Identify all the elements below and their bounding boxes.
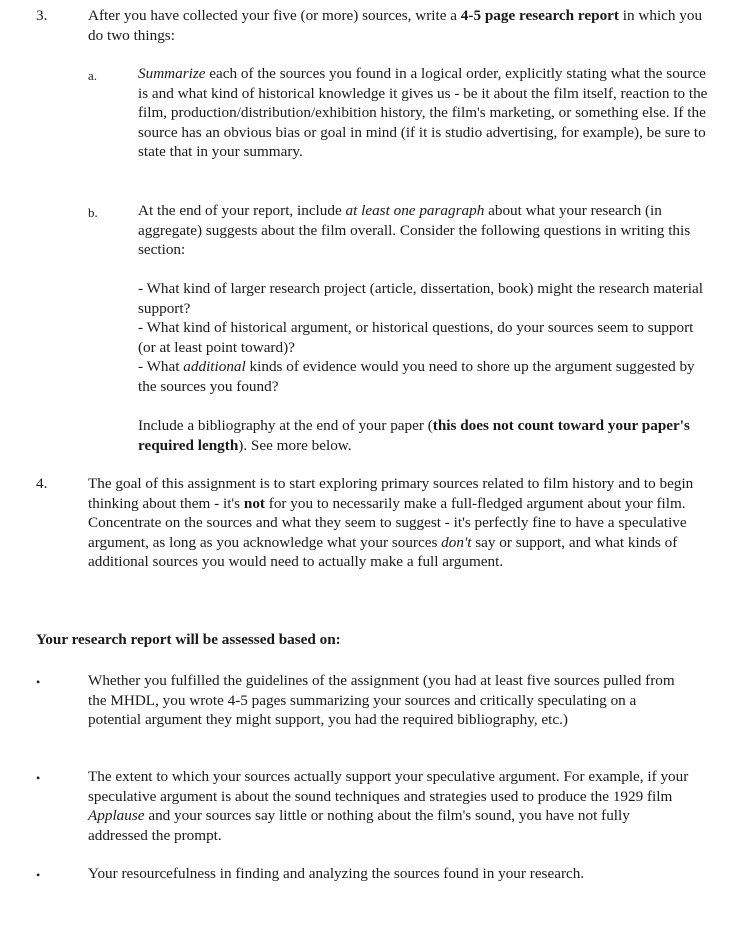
sub-a-text: Summarize each of the sources you found in a logical order, explicitly stating what the source is and what kind of historical knowledge it gives us - be it about the film itself, reaction to the film, production/distribution/exhibition history, the film's marketing, or something else. If the source has an obvious bias or goal in mind (if it is studio advertising, for example), be sure to state that in your summary.: [138, 65, 708, 160]
question-1: - What kind of larger research project (article, dissertation, book) might the research material support?: [138, 280, 703, 317]
bullet-1-text: Whether you fulfilled the guidelines of the assignment (you had at least five sources pulled from the MHDL, you wrote 4-5 pages summarizing your sources and critically speculating on a potential argument they might support, you had the required bibliography, etc.): [88, 672, 675, 728]
item-4-text: The goal of this assignment is to start exploring primary sources related to film history and to begin thinking about them - it's not for you to necessarily make a full-fledged argument about your film. Concentrate on the sources and what they seem to suggest - it's perfectly fine to have a speculative argument, as long as you acknowledge what your sources don't say or support, and what kinds of additional sources you would need to actually make a full argument.: [88, 475, 694, 570]
bullet-3-text: Your resourcefulness in finding and analyzing the sources found in your research.: [88, 865, 585, 882]
item-3-lead: After you have collected your five (or more) sources, write a 4-5 page research report in which you do two things:: [88, 7, 703, 44]
question-3: - What additional kinds of evidence would you need to shore up the argument suggested by the sources you found?: [138, 358, 695, 395]
bullet-3-symbol: •: [36, 868, 41, 882]
question-2: - What kind of historical argument, or historical questions, do your sources seem to support (or at least point toward)?: [138, 319, 694, 356]
bullet-1-symbol: •: [36, 675, 41, 689]
sub-a-label: a.: [88, 68, 98, 83]
bullet-2-text: The extent to which your sources actually support your speculative argument. For example, if your speculative argument is about the sound techniques and strategies used to produce the 1929 film Applause and your sources say little or nothing about the film's sound, you have not fully addressed the prompt.: [88, 768, 689, 844]
bibliography-note: Include a bibliography at the end of your paper (this does not count toward your paper's required length). See more below.: [138, 417, 690, 454]
item-3-number: 3.: [36, 7, 48, 24]
item-4-number: 4.: [36, 475, 48, 492]
sub-b-label: b.: [88, 205, 98, 220]
sub-b-text: At the end of your report, include at least one paragraph about what your research (in aggregate) suggests about the film overall. Consider the following questions in writing this section:: [138, 202, 691, 258]
assessment-heading: Your research report will be assessed based on:: [36, 631, 341, 648]
bullet-2-symbol: •: [36, 771, 41, 785]
